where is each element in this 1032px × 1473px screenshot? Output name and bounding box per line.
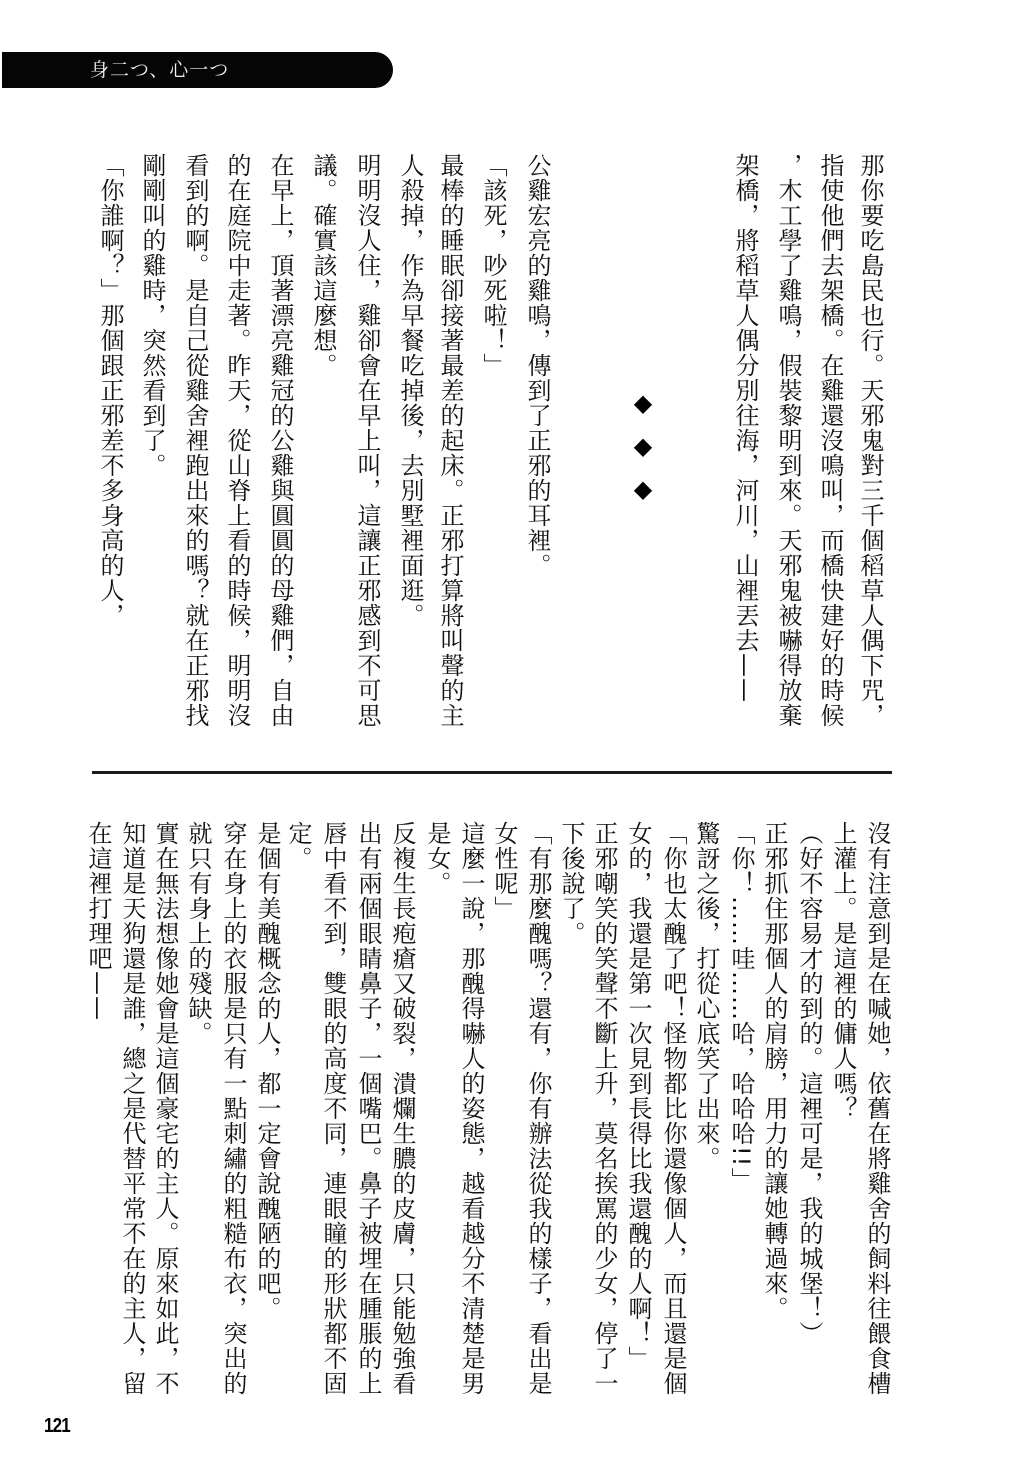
text-column: 是個有美醜概念的人，都一定會說醜陋的吧。	[253, 821, 281, 1321]
text-column: 實在無法想像她會是這個豪宅的主人。原來如此，不	[151, 821, 179, 1396]
text-column: 那你要吃島民也行。天邪鬼對三千個稻草人偶下咒，	[856, 153, 884, 728]
text-column: 正邪嘲笑的笑聲不斷上升，莫名挨罵的少女，停了一	[590, 821, 618, 1396]
text-column: 指使他們去架橋。在雞還沒鳴叫，而橋快建好的時候	[816, 153, 844, 728]
text-column: ，木工學了雞鳴，假裝黎明到來。天邪鬼被嚇得放棄	[774, 153, 802, 728]
diamond-icon: ◆	[633, 475, 653, 503]
text-column: 女性呢」	[490, 821, 518, 921]
diamond-icon: ◆	[633, 432, 653, 460]
text-column: 最棒的睡眠卻接著最差的起床。正邪打算將叫聲的主	[436, 153, 464, 728]
text-column: 人殺掉，作為早餐吃掉後，去別墅裡面逛。	[396, 153, 424, 628]
text-column: 是女。	[423, 821, 451, 896]
text-column: 議。確實該這麼想。	[309, 153, 337, 378]
running-header	[2, 52, 393, 88]
text-column: 女的，我還是第一次見到長得比我還醜的人啊！」	[624, 821, 652, 1371]
text-column: 沒有注意到是在喊她，依舊在將雞舍的飼料往餵食槽	[863, 821, 891, 1396]
text-column: 唇中看不到，雙眼的高度不同，連眼瞳的形狀都不固	[319, 821, 347, 1396]
text-column: 這麼一說，那醜得嚇人的姿態，越看越分不清楚是男	[457, 821, 485, 1396]
text-column: 「該死，吵死啦！」	[479, 153, 507, 378]
text-column: 明明沒人住，雞卻會在早上叫，這讓正邪感到不可思	[353, 153, 381, 728]
text-column: 正邪抓住那個人的肩膀，用力的讓她轉過來。	[760, 821, 788, 1321]
text-column: （好不容易才的到的。這裡可是，我的城堡！）	[795, 821, 823, 1346]
text-column: 穿在身上的衣服是只有一點刺繡的粗糙布衣，突出的	[219, 821, 247, 1396]
text-column: 在這裡打理吧——	[84, 821, 112, 1021]
text-column: 驚訝之後，打從心底笑了出來。	[692, 821, 720, 1171]
text-column: 下後說了。	[557, 821, 585, 946]
text-column: 出有兩個眼睛鼻子，一個嘴巴。鼻子被埋在腫脹的上	[354, 821, 382, 1396]
text-column: 定。	[284, 821, 312, 871]
text-column: 「你！……哇……哈，哈哈哈!!」	[727, 821, 755, 1193]
chapter-title: 身二つ、心一つ	[90, 59, 230, 81]
text-column: 的在庭院中走著。昨天，從山脊上看的時候，明明沒	[223, 153, 251, 728]
text-column: 「你也太醜了吧！怪物都比你還像個人，而且還是個	[659, 821, 687, 1396]
diamond-icon: ◆	[633, 389, 653, 417]
text-column: 公雞宏亮的雞鳴，傳到了正邪的耳裡。	[523, 153, 551, 578]
text-column: 「你誰啊？」那個跟正邪差不多身高的人，	[96, 153, 124, 628]
text-column: 反複生長疱瘡又破裂，潰爛生膿的皮膚，只能勉強看	[388, 821, 416, 1396]
text-column: 知道是天狗還是誰，總之是代替平常不在的主人，留	[118, 821, 146, 1396]
tier-divider-line	[92, 771, 892, 774]
text-column: 架橋，將稻草人偶分別往海，河川，山裡丟去——	[731, 153, 759, 703]
text-column: 上灌上。是這裡的傭人嗎？	[829, 821, 857, 1121]
text-column: 就只有身上的殘缺。	[184, 821, 212, 1046]
text-column: 看到的啊。是自己從雞舍裡跑出來的嗎？就在正邪找	[181, 153, 209, 728]
page-number: 121	[44, 1415, 70, 1437]
text-column: 「有那麼醜嗎？還有，你有辦法從我的樣子，看出是	[524, 821, 552, 1396]
text-column: 剛剛叫的雞時，突然看到了。	[138, 153, 166, 478]
text-column: 在早上，頂著漂亮雞冠的公雞與圓圓的母雞們，自由	[266, 153, 294, 728]
